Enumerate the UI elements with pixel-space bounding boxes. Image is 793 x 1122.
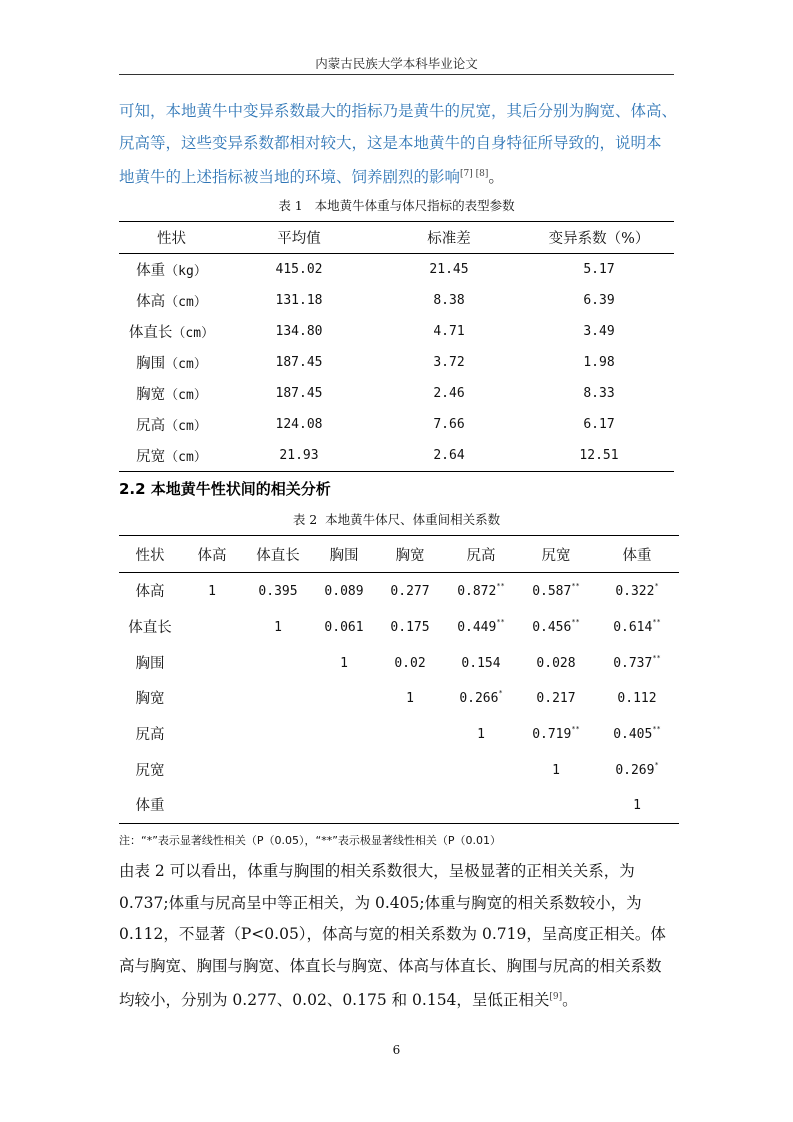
significance-mark: ** <box>571 725 580 734</box>
cv-cell: 8.33 <box>583 386 615 401</box>
table-row <box>119 316 674 347</box>
cv-cell: 1.98 <box>583 355 615 370</box>
correlation-cell <box>445 751 517 787</box>
trait-unit: （cm） <box>165 295 207 310</box>
column-header: 性状 <box>119 536 181 573</box>
correlation-cell <box>313 609 375 645</box>
coefficient: 0.322 <box>615 584 655 600</box>
body-line-text: 均较小，分别为 0.277、0.02、0.175 和 0.154，呈低正相关 <box>119 991 550 1009</box>
correlation-cell <box>517 716 595 752</box>
coefficient: 1 <box>406 691 414 707</box>
coefficient: 0.266 <box>459 691 499 707</box>
trait-cell: 体直长 <box>128 620 172 637</box>
correlation-cell <box>181 609 243 645</box>
correlation-cell <box>181 573 243 609</box>
correlation-cell <box>313 680 375 716</box>
sd-cell: 3.72 <box>433 355 465 370</box>
trait-unit: （cm） <box>165 419 207 434</box>
coefficient: 1 <box>208 584 216 600</box>
correlation-table <box>119 535 679 824</box>
trait-cell <box>119 316 224 347</box>
correlation-cell <box>595 716 679 752</box>
column-header: 胸围 <box>313 536 375 573</box>
correlation-cell <box>313 716 375 752</box>
trait-cell <box>119 409 224 440</box>
trait-name: 体高 <box>136 294 166 310</box>
period: 。 <box>562 991 578 1009</box>
intro-line: 尻高等，这些变异系数都相对较大，这是本地黄牛的自身特征所导致的，说明本 <box>119 133 662 152</box>
intro-paragraph <box>119 96 676 194</box>
significance-mark: * <box>498 689 503 698</box>
trait-cell <box>119 378 224 409</box>
correlation-cell <box>517 680 595 716</box>
table-row <box>119 609 679 645</box>
mean-cell: 415.02 <box>275 262 323 277</box>
coefficient: 0.872 <box>457 584 497 600</box>
mean-cell: 131.18 <box>275 293 323 308</box>
significance-mark: ** <box>496 618 505 627</box>
correlation-cell <box>445 716 517 752</box>
column-header: 胸宽 <box>375 536 445 573</box>
correlation-cell <box>595 680 679 716</box>
column-header: 尻高 <box>445 536 517 573</box>
column-header: 标准差 <box>374 222 524 254</box>
coefficient: 0.395 <box>258 584 298 600</box>
correlation-cell <box>243 787 313 823</box>
trait-unit: （cm） <box>165 357 207 372</box>
coefficient: 0.089 <box>324 584 364 600</box>
sd-cell: 7.66 <box>433 417 465 432</box>
cv-cell: 12.51 <box>579 448 619 463</box>
correlation-cell <box>375 680 445 716</box>
table-row <box>119 409 674 440</box>
significance-mark: ** <box>571 582 580 591</box>
correlation-cell <box>243 751 313 787</box>
trait-name: 尻高 <box>136 418 166 434</box>
trait-name: 胸宽 <box>136 387 166 403</box>
cv-cell: 6.39 <box>583 293 615 308</box>
correlation-cell <box>243 573 313 609</box>
coefficient: 0.02 <box>394 655 426 671</box>
table-row <box>119 378 674 409</box>
correlation-cell <box>375 644 445 680</box>
trait-cell: 体高 <box>135 584 165 601</box>
table-row <box>119 347 674 378</box>
correlation-cell <box>313 787 375 823</box>
column-header: 体重 <box>595 536 679 573</box>
sd-cell: 8.38 <box>433 293 465 308</box>
correlation-cell <box>181 751 243 787</box>
coefficient: 0.061 <box>324 620 364 636</box>
table2-caption: 表 2 本地黄牛体尺、体重间相关系数 <box>292 512 501 527</box>
correlation-cell <box>375 573 445 609</box>
correlation-cell <box>313 644 375 680</box>
trait-unit: （cm） <box>172 326 215 341</box>
trait-name: 胸围 <box>136 356 166 372</box>
coefficient: 0.217 <box>536 691 576 707</box>
table-row <box>119 787 679 823</box>
coefficient: 1 <box>340 655 348 671</box>
correlation-cell <box>243 680 313 716</box>
correlation-cell <box>595 787 679 823</box>
coefficient: 0.614 <box>613 620 653 636</box>
coefficient: 0.456 <box>532 620 572 636</box>
coefficient: 1 <box>274 620 282 636</box>
phenotype-table <box>119 221 674 472</box>
significance-mark: ** <box>652 618 661 627</box>
coefficient: 0.112 <box>617 691 657 707</box>
column-header: 尻宽 <box>517 536 595 573</box>
trait-cell <box>119 254 224 286</box>
body-paragraph <box>119 856 676 1017</box>
correlation-cell <box>517 751 595 787</box>
mean-cell: 21.93 <box>279 448 319 463</box>
body-line: 由表 2 可以看出，体重与胸围的相关系数很大，呈极显著的正相关关系，为 <box>119 862 635 880</box>
body-line: 高与胸宽、胸围与胸宽、体直长与胸宽、体高与体直长、胸围与尻高的相关系数 <box>119 956 662 975</box>
mean-cell: 124.08 <box>275 417 323 432</box>
trait-cell <box>119 440 224 472</box>
correlation-cell <box>375 716 445 752</box>
sd-cell: 2.64 <box>433 448 465 463</box>
page-number: 6 <box>392 1043 401 1057</box>
intro-line <box>119 159 676 194</box>
correlation-cell <box>375 751 445 787</box>
correlation-cell <box>313 573 375 609</box>
trait-name: 尻宽 <box>136 449 166 465</box>
cv-cell: 6.17 <box>583 417 615 432</box>
coefficient: 1 <box>477 727 485 743</box>
trait-unit: （cm） <box>165 388 207 403</box>
correlation-cell <box>595 573 679 609</box>
correlation-cell <box>445 609 517 645</box>
correlation-cell <box>375 609 445 645</box>
correlation-cell <box>243 609 313 645</box>
correlation-cell <box>181 644 243 680</box>
significance-mark: ** <box>571 618 580 627</box>
running-header: 内蒙古民族大学本科毕业论文 <box>315 56 478 71</box>
body-line: 0.737;体重与尻高呈中等正相关，为 0.405;体重与胸宽的相关系数较小，为 <box>119 893 642 912</box>
significance-mark: * <box>654 760 659 769</box>
mean-cell: 187.45 <box>275 355 323 370</box>
citation: [7] [8] <box>460 169 489 179</box>
correlation-cell <box>313 751 375 787</box>
coefficient: 0.719 <box>532 727 572 743</box>
trait-name: 体重 <box>136 263 166 279</box>
section-heading: 2.2 本地黄牛性状间的相关分析 <box>119 480 331 498</box>
coefficient: 0.737 <box>613 655 653 671</box>
intro-line-text: 地黄牛的上述指标被当地的环境、饲养剧烈的影响 <box>119 168 461 186</box>
table-row <box>119 440 674 472</box>
body-line: 0.112，不显著（P<0.05），体高与宽的相关系数为 0.719，呈高度正相关。体 <box>119 925 666 943</box>
trait-cell: 尻宽 <box>135 762 165 779</box>
correlation-cell <box>375 787 445 823</box>
intro-line: 可知，本地黄牛中变异系数最大的指标乃是黄牛的尻宽，其后分别为胸宽、体高、 <box>119 102 678 120</box>
table-row <box>119 680 679 716</box>
coefficient: 1 <box>633 798 641 814</box>
trait-cell: 体重 <box>135 798 165 815</box>
column-header: 平均值 <box>224 222 374 254</box>
mean-cell: 187.45 <box>275 386 323 401</box>
correlation-cell <box>595 609 679 645</box>
trait-unit: （cm） <box>165 450 207 465</box>
correlation-cell <box>445 787 517 823</box>
coefficient: 0.154 <box>461 655 501 671</box>
correlation-cell <box>595 751 679 787</box>
table-row <box>119 751 679 787</box>
correlation-cell <box>243 644 313 680</box>
column-header: 性状 <box>119 222 224 254</box>
header-rule <box>119 74 674 75</box>
period: 。 <box>488 168 504 186</box>
significance-mark: * <box>654 582 659 591</box>
trait-name: 体直长 <box>128 325 173 341</box>
cv-cell: 5.17 <box>583 262 615 277</box>
significance-mark: ** <box>496 582 505 591</box>
correlation-cell <box>445 644 517 680</box>
table-note: 注：“*”表示显著线性相关（P（0.05），“**”表示极显著线性相关（P（0.01） <box>119 834 502 847</box>
trait-unit: （kg） <box>165 264 207 279</box>
sd-cell: 21.45 <box>429 262 469 277</box>
coefficient: 0.587 <box>532 584 572 600</box>
correlation-cell <box>181 716 243 752</box>
table-row <box>119 716 679 752</box>
trait-cell: 胸宽 <box>135 691 165 708</box>
table-row <box>119 644 679 680</box>
coefficient: 0.269 <box>615 762 655 778</box>
table-row <box>119 573 679 609</box>
coefficient: 0.277 <box>390 584 430 600</box>
trait-cell <box>119 347 224 378</box>
correlation-cell <box>243 716 313 752</box>
correlation-cell <box>445 573 517 609</box>
sd-cell: 2.46 <box>433 386 465 401</box>
trait-cell: 胸围 <box>135 655 165 672</box>
sd-cell: 4.71 <box>433 324 465 339</box>
correlation-cell <box>181 787 243 823</box>
cv-cell: 3.49 <box>583 324 615 339</box>
correlation-cell <box>595 644 679 680</box>
correlation-cell <box>517 787 595 823</box>
coefficient: 1 <box>552 762 560 778</box>
correlation-cell <box>517 644 595 680</box>
column-header: 变异系数（%） <box>524 222 674 254</box>
column-header: 体高 <box>181 536 243 573</box>
trait-cell <box>119 285 224 316</box>
correlation-cell <box>445 680 517 716</box>
correlation-cell <box>181 680 243 716</box>
significance-mark: ** <box>652 653 661 662</box>
trait-cell: 尻高 <box>135 727 165 744</box>
coefficient: 0.028 <box>536 655 576 671</box>
column-header: 体直长 <box>243 536 313 573</box>
table-row <box>119 254 674 286</box>
significance-mark: ** <box>652 725 661 734</box>
correlation-cell <box>517 609 595 645</box>
coefficient: 0.175 <box>390 620 430 636</box>
table1-caption: 表 1 本地黄牛体重与体尺指标的表型参数 <box>278 198 515 213</box>
body-line <box>119 982 676 1017</box>
correlation-cell <box>517 573 595 609</box>
citation: [9] <box>549 992 563 1002</box>
coefficient: 0.449 <box>457 620 497 636</box>
table-row <box>119 285 674 316</box>
coefficient: 0.405 <box>613 727 653 743</box>
mean-cell: 134.80 <box>275 324 323 339</box>
